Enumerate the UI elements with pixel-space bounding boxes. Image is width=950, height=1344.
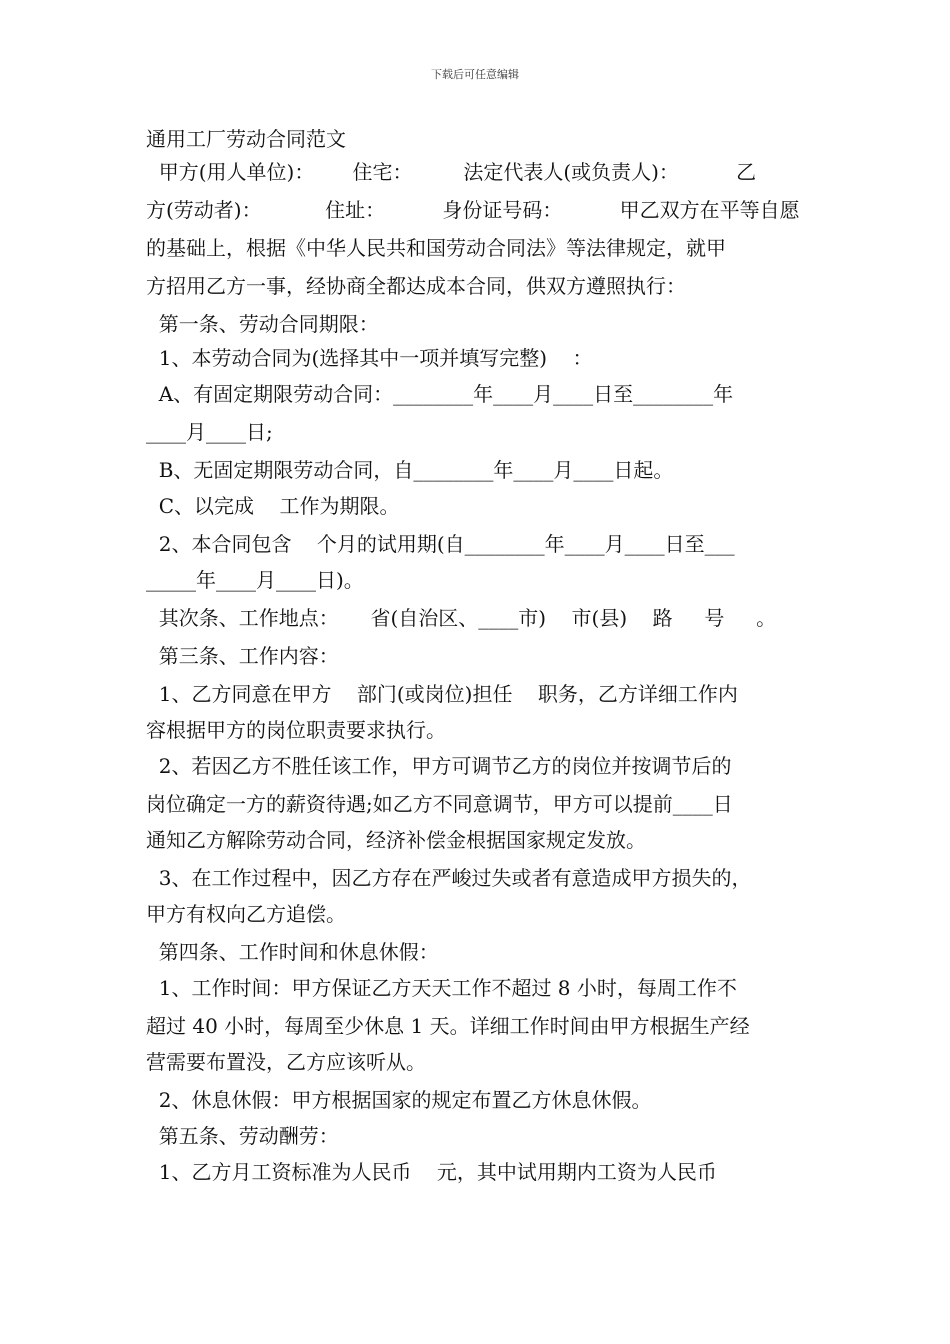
paragraph-line: 的基础上，根据《中华人民共和国劳动合同法》等法律规定，就甲 xyxy=(146,236,726,260)
paragraph-line: 超过 40 小时，每周至少休息 1 天。详细工作时间由甲方根据生产经 xyxy=(146,1014,750,1038)
paragraph-line: 2、本合同包含 个月的试用期(自________年____月____日至___ xyxy=(146,532,735,556)
page-header: 下载后可任意编辑 xyxy=(431,68,519,81)
section-heading: 第四条、工作时间和休息休假： xyxy=(146,940,439,964)
paragraph-line: ____月____日; xyxy=(146,420,273,444)
paragraph-line: 2、休息休假：甲方根据国家的规定布置乙方休息休假。 xyxy=(146,1088,652,1112)
paragraph-line: 其次条、工作地点： 省(自治区、____市) 市(县) 路 号 。 xyxy=(146,606,777,630)
paragraph-line: 方(劳动者)： 住址： 身份证号码： 甲乙双方在平等自愿 xyxy=(146,198,800,222)
paragraph-line: 营需要布置没，乙方应该听从。 xyxy=(146,1050,426,1074)
paragraph-line: 岗位确定一方的薪资待遇;如乙方不同意调节，甲方可以提前____日 xyxy=(146,792,733,816)
paragraph-line: C、以完成 工作为期限。 xyxy=(146,494,400,518)
paragraph-line: _____年____月____日)。 xyxy=(146,568,364,592)
document-title: 通用工厂劳动合同范文 xyxy=(146,127,346,151)
paragraph-line: A、有固定期限劳动合同：________年____月____日至________年 xyxy=(146,382,734,406)
paragraph-line: 1、工作时间：甲方保证乙方天天工作不超过 8 小时，每周工作不 xyxy=(146,976,737,1000)
paragraph-line: B、无固定期限劳动合同，自________年____月____日起。 xyxy=(146,458,674,482)
paragraph-line: 容根据甲方的岗位职责要求执行。 xyxy=(146,718,446,742)
section-heading: 第一条、劳动合同期限： xyxy=(146,312,379,336)
paragraph-line: 1、乙方月工资标准为人民币 元，其中试用期内工资为人民币 xyxy=(146,1160,717,1184)
section-heading: 第五条、劳动酬劳： xyxy=(146,1124,339,1148)
paragraph-line: 3、在工作过程中，因乙方存在严峻过失或者有意造成甲方损失的， xyxy=(146,866,752,890)
paragraph-line: 方招用乙方一事，经协商全都达成本合同，供双方遵照执行： xyxy=(146,274,686,298)
paragraph-line: 甲方(用人单位)： 住宅： 法定代表人(或负责人)： 乙 xyxy=(146,160,757,184)
paragraph-line: 2、若因乙方不胜任该工作，甲方可调节乙方的岗位并按调节后的 xyxy=(146,754,732,778)
paragraph-line: 通知乙方解除劳动合同，经济补偿金根据国家规定发放。 xyxy=(146,828,646,852)
paragraph-line: 甲方有权向乙方追偿。 xyxy=(146,902,346,926)
section-heading: 第三条、工作内容： xyxy=(146,644,339,668)
paragraph-line: 1、本劳动合同为(选择其中一项并填写完整) ： xyxy=(146,346,593,370)
paragraph-line: 1、乙方同意在甲方 部门(或岗位)担任 职务，乙方详细工作内 xyxy=(146,682,738,706)
